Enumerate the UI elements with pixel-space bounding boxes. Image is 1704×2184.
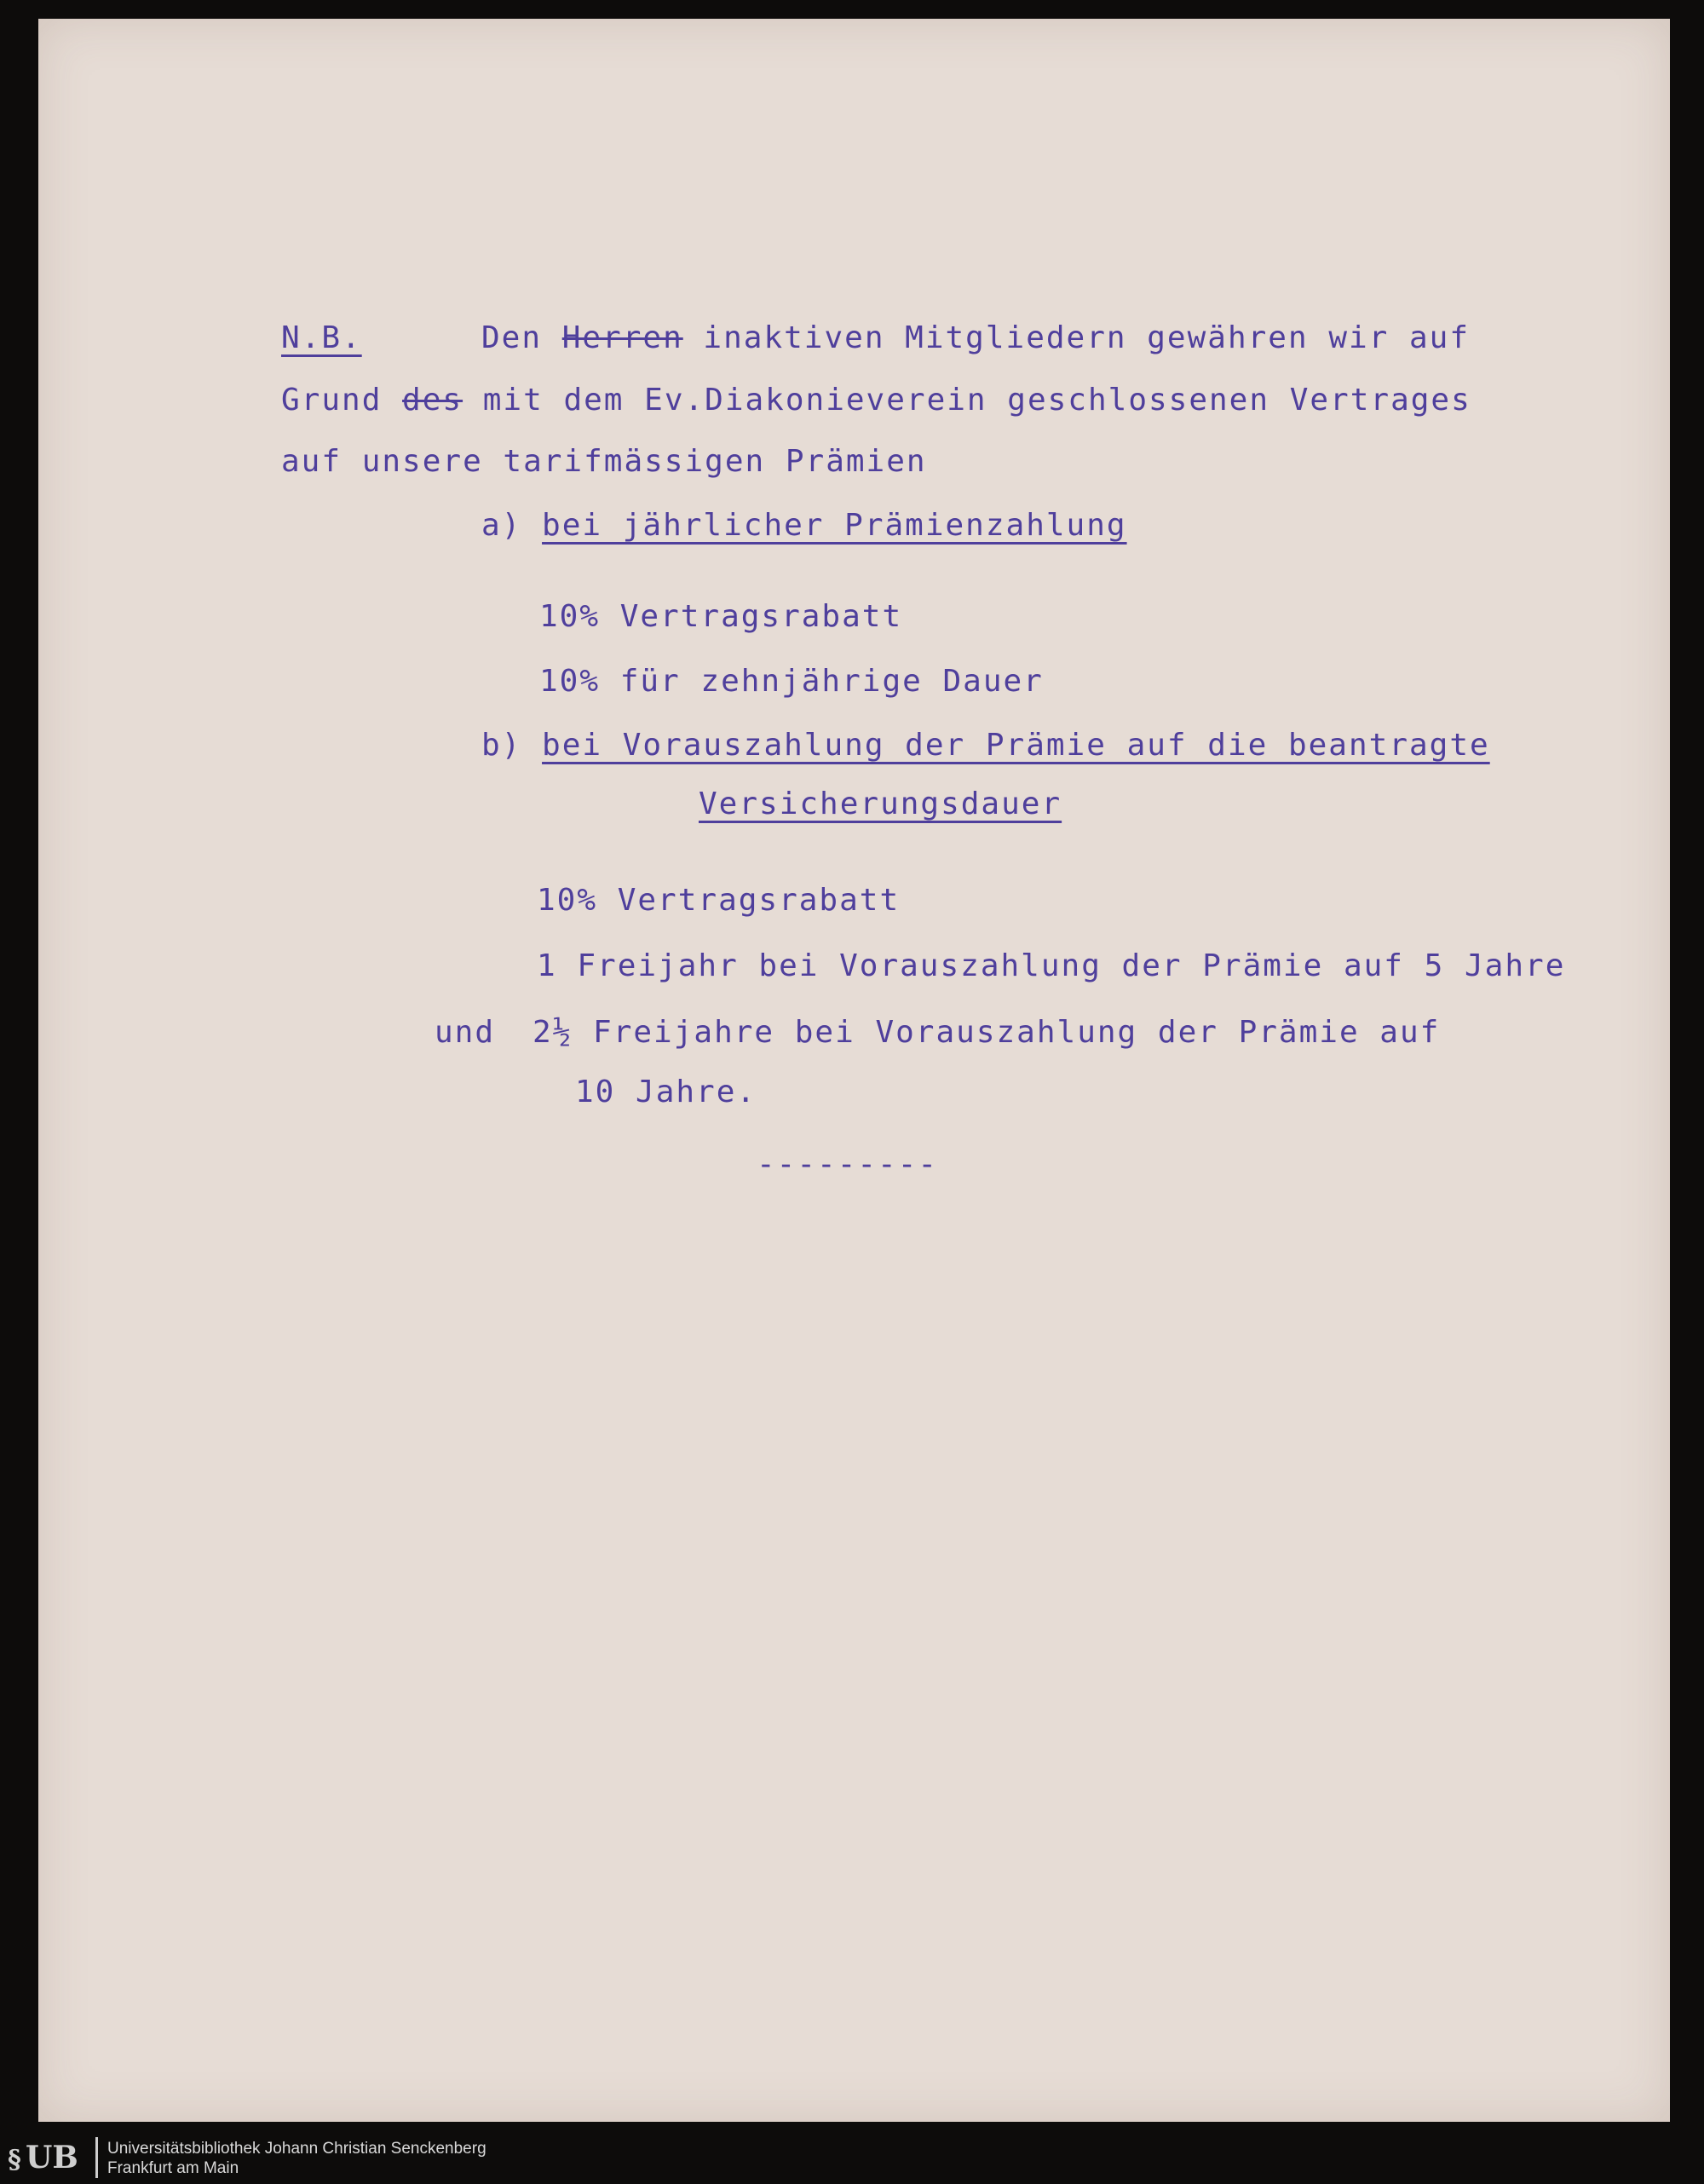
library-footer bbox=[0, 2130, 1704, 2184]
institution-name bbox=[107, 2139, 486, 2178]
logo-divider bbox=[95, 2137, 98, 2178]
section-b-item-3: 2½ Freijahre bei Vorauszahlung der Prämie auf bbox=[532, 1015, 1441, 1050]
institution-line-1: Universitätsbibliothek Johann Christian Senckenberg bbox=[107, 2140, 486, 2158]
text-line-3: auf unsere tarifmässigen Prämien bbox=[281, 444, 927, 479]
text-line-1-start: Den bbox=[481, 320, 562, 355]
library-emblem-icon: § bbox=[8, 2145, 21, 2175]
struck-word-herren: Herren bbox=[561, 320, 683, 355]
section-a-item-2: 10% für zehnjährige Dauer bbox=[539, 664, 1044, 699]
text-line-1 bbox=[481, 321, 1470, 355]
institution-line-2: Frankfurt am Main bbox=[107, 2159, 239, 2177]
section-a-marker: a) bbox=[481, 508, 543, 543]
section-b-marker: b) bbox=[481, 728, 543, 763]
section-b-item-1: 10% Vertragsrabatt bbox=[537, 883, 901, 918]
section-a-item-1: 10% Vertragsrabatt bbox=[539, 599, 903, 634]
nb-label: N.B. bbox=[281, 320, 362, 355]
text-line-2 bbox=[281, 383, 1471, 418]
section-a-heading bbox=[481, 509, 1127, 543]
struck-word-des: des bbox=[402, 383, 463, 418]
text-line-1-end: inaktiven Mitgliedern gewähren wir auf bbox=[682, 320, 1471, 355]
text-line-2-end: mit dem Ev.Diakonieverein geschlossenen Vertrages bbox=[463, 383, 1471, 418]
section-b-heading bbox=[481, 729, 1490, 763]
end-rule: --------- bbox=[757, 1147, 939, 1182]
library-logo bbox=[3, 2137, 97, 2178]
section-b-item-2: 1 Freijahr bei Vorauszahlung der Prämie auf 5 Jahre bbox=[537, 948, 1566, 983]
library-logo-text: UB bbox=[26, 2140, 78, 2175]
section-b-title: bei Vorauszahlung der Prämie auf die beantragte bbox=[542, 728, 1490, 763]
section-b-item-3-prefix: und bbox=[435, 1015, 496, 1050]
section-b-title-continued: Versicherungsdauer bbox=[699, 787, 1062, 821]
document-page bbox=[38, 19, 1670, 2122]
text-line-2-start: Grund bbox=[281, 383, 403, 418]
section-b-item-3-continued: 10 Jahre. bbox=[575, 1075, 757, 1109]
section-a-title: bei jährlicher Prämienzahlung bbox=[542, 508, 1127, 543]
